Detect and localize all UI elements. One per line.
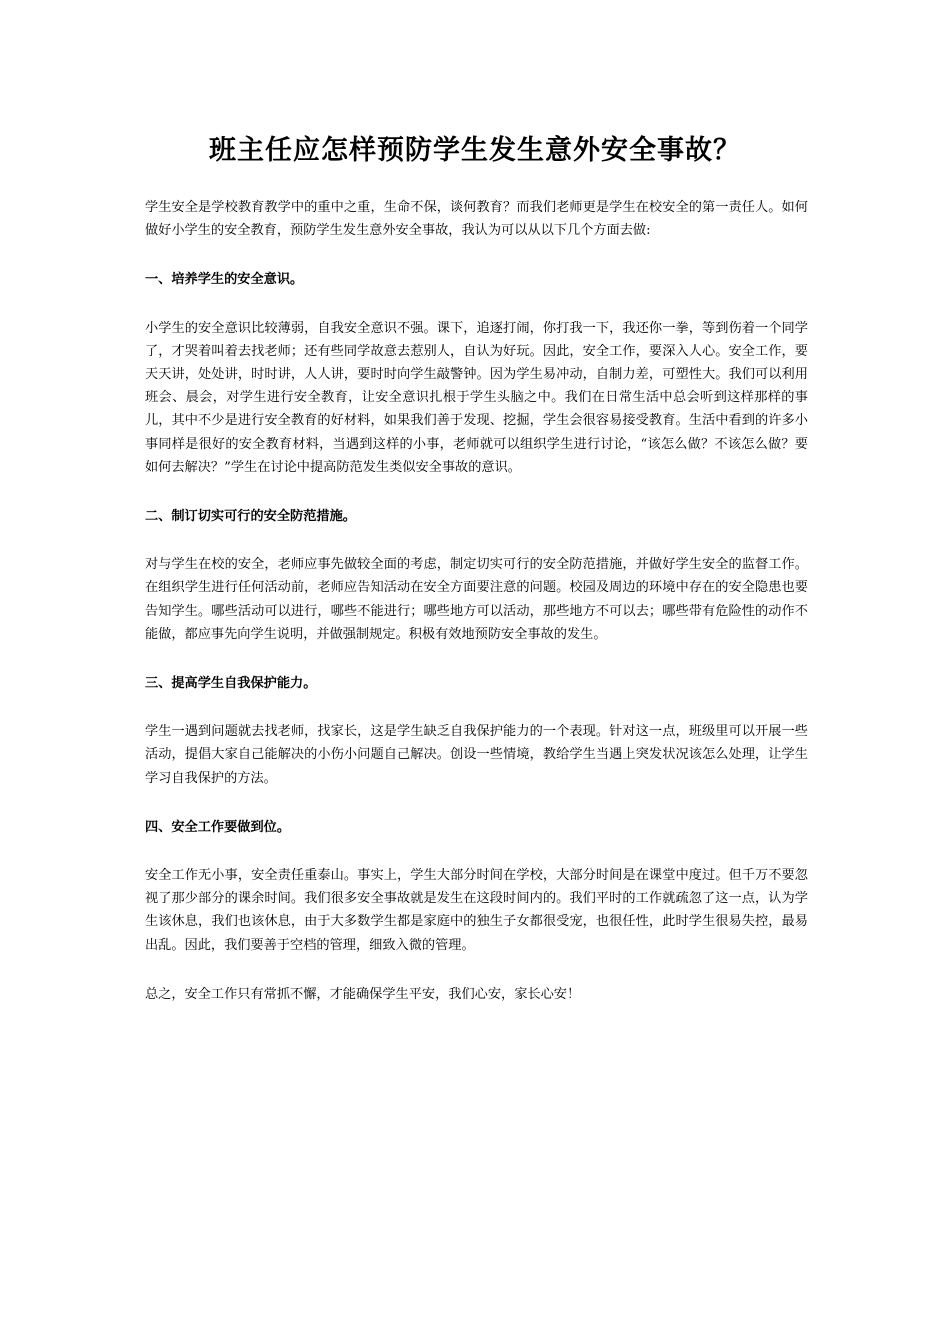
section-body: 安全工作无小事，安全责任重泰山。事实上，学生大部分时间在学校，大部分时间是在课堂中度过。但千万不要忽视了那少部分的课余时间。我们很多安全事故就是发生在这段时间内的。我们平时的工作就疏忽了这一点，认为学生该休息，我们也该休息，由于大多数学生都是家庭中的独生子女都很受宠，也很任性，此时学生很易失控，最易出乱。因此，我们要善于空档的管理，细致入微的管理。 [145, 868, 808, 953]
section-3 [145, 672, 808, 790]
section-heading: 四、安全工作要做到位。 [145, 819, 291, 835]
section-heading: 一、培养学生的安全意识。 [145, 272, 304, 288]
section-heading: 三、提高学生自我保护能力。 [145, 676, 317, 692]
section-body: 小学生的安全意识比较薄弱，自我安全意识不强。课下，追逐打闹，你打我一下，我还你一拳，等到伤着一个同学了，才哭着叫着去找老师；还有些同学故意去惹别人，自认为好玩。因此，安全工作，要深入人心。安全工作，要天天讲，处处讲，时时讲，人人讲，要时时向学生敲警钟。因为学生易冲动，自制力差，可塑性大。我们可以利用班会、晨会，对学生进行安全教育，让安全意识扎根于学生头脑之中。我们在日常生活中总会听到这样那样的事儿，其中不少是进行安全教育的好材料，如果我们善于发现、挖掘，学生会很容易接受教育。生活中看到的许多小事同样是很好的安全教育材料，当遇到这样的小事，老师就可以组织学生进行讨论，“该怎么做？不该怎么做？要如何去解决？”学生在讨论中提高防范发生类似安全事故的意识。 [145, 320, 808, 475]
section-heading: 二、制订切实可行的安全防范措施。 [145, 509, 356, 525]
document-body [145, 196, 808, 1006]
intro-paragraph: 学生安全是学校教育教学中的重中之重，生命不保，谈何教育？而我们老师更是学生在校安全的第一责任人。如何做好小学生的安全教育，预防学生发生意外安全事故，我认为可以从以下几个方面去做: [145, 200, 808, 239]
conclusion-paragraph: 总之，安全工作只有常抓不懈，才能确保学生平安，我们心安，家长心安！ [145, 986, 581, 1002]
document-title: 班主任应怎样预防学生发生意外安全事故？ [209, 135, 741, 166]
section-2 [145, 505, 808, 646]
section-body: 学生一遇到问题就去找老师，找家长，这是学生缺乏自我保护能力的一个表现。针对这一点，班级里可以开展一些活动，提倡大家自己能解决的小伤小问题自己解决。创设一些情境，教给学生当遇上突发状况该怎么处理，让学生学习自我保护的方法。 [145, 724, 808, 786]
section-4 [145, 816, 808, 957]
section-body: 对与学生在校的安全，老师应事先做较全面的考虑，制定切实可行的安全防范措施，并做好学生安全的监督工作。在组织学生进行任何活动前，老师应告知活动在安全方面要注意的问题。校园及周边的环境中存在的安全隐患也要告知学生。哪些活动可以进行，哪些不能进行；哪些地方可以活动，那些地方不可以去；哪些带有危险性的动作不能做，都应事先向学生说明，并做强制规定。积极有效地预防安全事故的发生。 [145, 557, 808, 642]
section-1 [145, 268, 808, 479]
